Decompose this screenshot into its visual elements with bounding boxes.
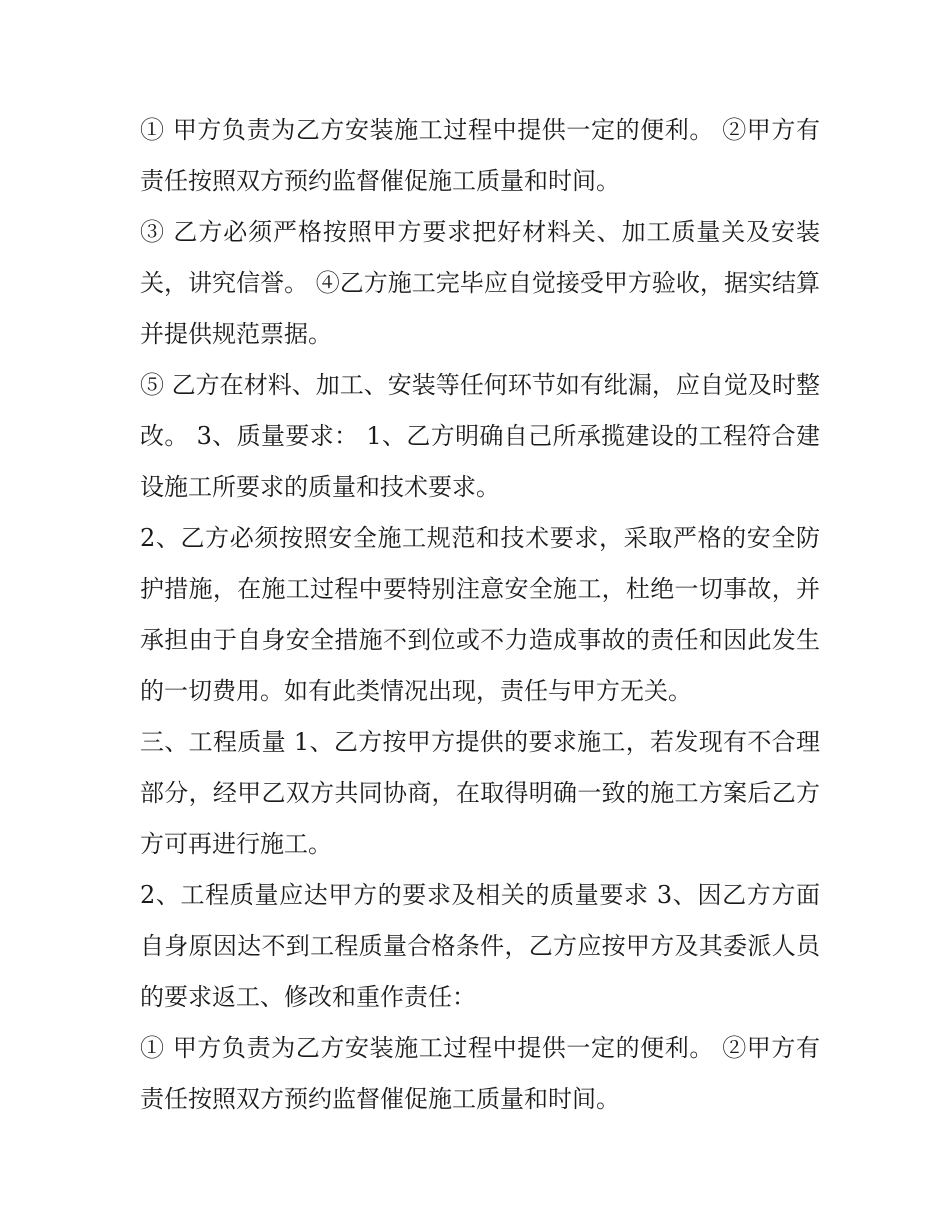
paragraph-4: 2、乙方必须按照安全施工规范和技术要求，采取严格的安全防护措施，在施工过程中要特别注意安全施工，杜绝一切事故，并承担由于自身安全措施不到位或不力造成事故的责任和因此发生的一切费用。如有此类情况出现，责任与甲方无关。 xyxy=(140,524,820,705)
paragraph-2: ③ 乙方必须严格按照甲方要求把好材料关、加工质量关及安装关，讲究信誉。 ④乙方施工完毕应自觉接受甲方验收，据实结算并提供规范票据。 xyxy=(140,218,820,348)
paragraph-1: ① 甲方负责为乙方安装施工过程中提供一定的便利。 ②甲方有责任按照双方预约监督催促施工质量和时间。 xyxy=(140,116,820,195)
paragraph-6: 2、工程质量应达甲方的要求及相关的质量要求 3、因乙方方面自身原因达不到工程质量合格条件，乙方应按甲方及其委派人员的要求返工、修改和重作责任： xyxy=(140,881,820,1011)
document-body xyxy=(140,105,820,1125)
paragraph-5: 三、工程质量 1、乙方按甲方提供的要求施工，若发现有不合理部分，经甲乙双方共同协商，在取得明确一致的施工方案后乙方方可再进行施工。 xyxy=(140,728,820,858)
paragraph-7: ① 甲方负责为乙方安装施工过程中提供一定的便利。 ②甲方有责任按照双方预约监督催促施工质量和时间。 xyxy=(140,1034,820,1113)
paragraph-3: ⑤ 乙方在材料、加工、安装等任何环节如有纰漏，应自觉及时整改。 3、质量要求： 1、乙方明确自己所承揽建设的工程符合建设施工所要求的质量和技术要求。 xyxy=(140,371,820,501)
